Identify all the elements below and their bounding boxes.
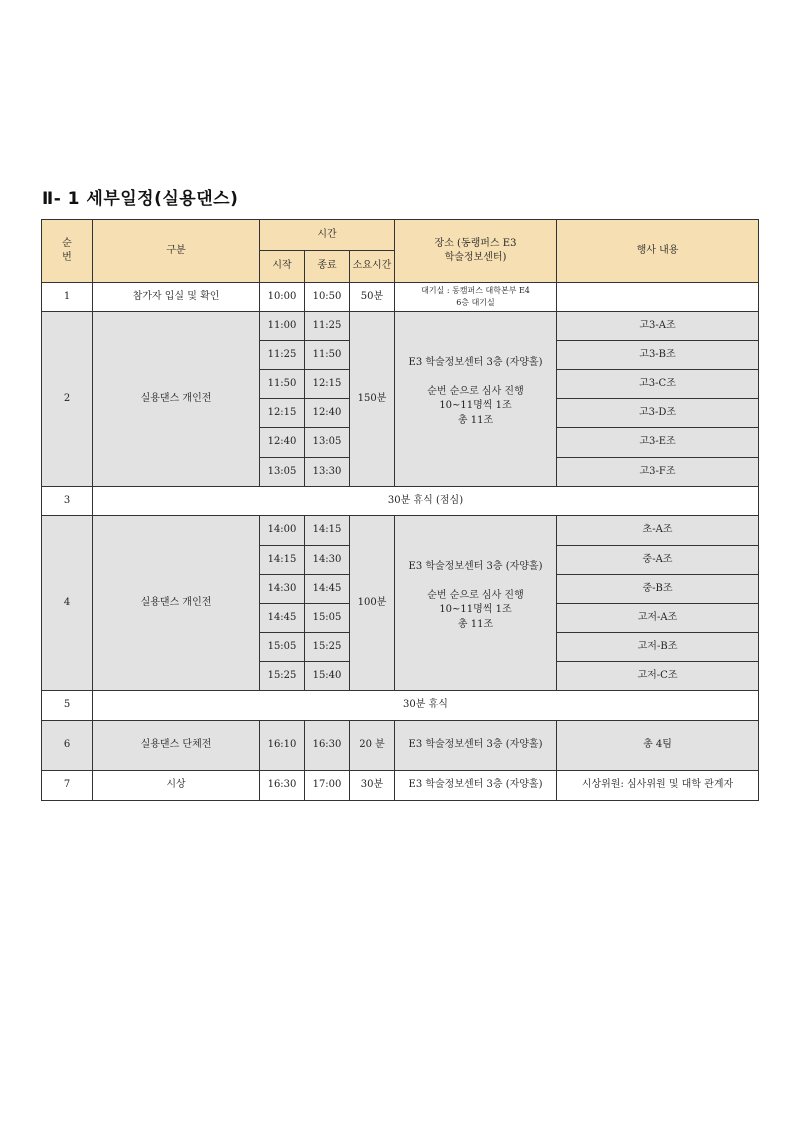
row-duration: 50분 bbox=[350, 283, 395, 312]
table-row bbox=[42, 721, 759, 771]
header-end: 종료 bbox=[305, 251, 350, 283]
row-start: 15:25 bbox=[260, 662, 305, 691]
row-end: 14:30 bbox=[305, 546, 350, 575]
row-category: 실용댄스 개인전 bbox=[93, 312, 260, 487]
header-content: 행사 내용 bbox=[557, 220, 759, 283]
page-title: Ⅱ- 1 세부일정(실용댄스) bbox=[42, 189, 239, 209]
row-end: 14:45 bbox=[305, 575, 350, 604]
row-no: 6 bbox=[42, 721, 93, 771]
row-location: E3 학술정보센터 3층 (자양홀) 순번 순으로 심사 진행 10~11명씩 1조 총 11조 bbox=[395, 312, 557, 487]
row-duration: 100분 bbox=[350, 516, 395, 691]
row-end: 13:05 bbox=[305, 428, 350, 458]
row-end: 11:50 bbox=[305, 341, 350, 370]
row-start: 14:45 bbox=[260, 604, 305, 633]
row-end: 12:40 bbox=[305, 399, 350, 428]
row-start: 16:30 bbox=[260, 771, 305, 801]
row-category: 참가자 입실 및 확인 bbox=[93, 283, 260, 312]
row-content: 고3-E조 bbox=[557, 428, 759, 458]
row-start: 14:15 bbox=[260, 546, 305, 575]
table-row bbox=[42, 771, 759, 801]
row-category: 실용댄스 단체전 bbox=[93, 721, 260, 771]
row-location: E3 학술정보센터 3층 (자양홀) bbox=[395, 721, 557, 771]
row-category: 실용댄스 개인전 bbox=[93, 516, 260, 691]
row-start: 12:40 bbox=[260, 428, 305, 458]
row-content: 고저-A조 bbox=[557, 604, 759, 633]
row-end: 11:25 bbox=[305, 312, 350, 341]
table-row bbox=[42, 691, 759, 721]
break-text: 30분 휴식 (점심) bbox=[93, 487, 759, 516]
table-row bbox=[42, 312, 759, 341]
row-content: 고3-A조 bbox=[557, 312, 759, 341]
header-location: 장소 (동랭퍼스 E3 학술정보센터) bbox=[395, 220, 557, 283]
row-start: 11:00 bbox=[260, 312, 305, 341]
row-end: 12:15 bbox=[305, 370, 350, 399]
row-end: 16:30 bbox=[305, 721, 350, 771]
row-content bbox=[557, 283, 759, 312]
schedule-table bbox=[41, 219, 759, 801]
row-start: 11:50 bbox=[260, 370, 305, 399]
row-start: 12:15 bbox=[260, 399, 305, 428]
row-location: E3 학술정보센터 3층 (자양홀) 순번 순으로 심사 진행 10~11명씩 1조 총 11조 bbox=[395, 516, 557, 691]
row-content: 고3-C조 bbox=[557, 370, 759, 399]
row-no: 4 bbox=[42, 516, 93, 691]
row-content: 중-A조 bbox=[557, 546, 759, 575]
row-duration: 150분 bbox=[350, 312, 395, 487]
row-end: 17:00 bbox=[305, 771, 350, 801]
row-content: 고3-D조 bbox=[557, 399, 759, 428]
header-start: 시작 bbox=[260, 251, 305, 283]
row-start: 16:10 bbox=[260, 721, 305, 771]
row-end: 15:40 bbox=[305, 662, 350, 691]
row-start: 14:00 bbox=[260, 516, 305, 546]
row-no: 3 bbox=[42, 487, 93, 516]
row-location: 대기실 : 동캠퍼스 대학본부 E4 6층 대기실 bbox=[395, 283, 557, 312]
row-end: 10:50 bbox=[305, 283, 350, 312]
table-row bbox=[42, 516, 759, 546]
table-row bbox=[42, 487, 759, 516]
row-end: 13:30 bbox=[305, 458, 350, 487]
row-end: 15:25 bbox=[305, 633, 350, 662]
row-category: 시상 bbox=[93, 771, 260, 801]
header-category: 구분 bbox=[93, 220, 260, 283]
row-end: 14:15 bbox=[305, 516, 350, 546]
row-duration: 20 분 bbox=[350, 721, 395, 771]
row-no: 7 bbox=[42, 771, 93, 801]
row-start: 13:05 bbox=[260, 458, 305, 487]
row-content: 초-A조 bbox=[557, 516, 759, 546]
row-end: 15:05 bbox=[305, 604, 350, 633]
header-no: 순 번 bbox=[42, 220, 93, 283]
break-text: 30분 휴식 bbox=[93, 691, 759, 721]
header-time: 시간 bbox=[260, 220, 395, 251]
row-content: 고저-C조 bbox=[557, 662, 759, 691]
row-content: 고3-B조 bbox=[557, 341, 759, 370]
row-content: 시상위원: 심사위원 및 대학 관계자 bbox=[557, 771, 759, 801]
row-location: E3 학술정보센터 3층 (자양홀) bbox=[395, 771, 557, 801]
row-start: 14:30 bbox=[260, 575, 305, 604]
table-row bbox=[42, 283, 759, 312]
row-content: 고3-F조 bbox=[557, 458, 759, 487]
row-content: 총 4팀 bbox=[557, 721, 759, 771]
row-no: 2 bbox=[42, 312, 93, 487]
row-start: 10:00 bbox=[260, 283, 305, 312]
row-no: 1 bbox=[42, 283, 93, 312]
row-duration: 30분 bbox=[350, 771, 395, 801]
row-start: 15:05 bbox=[260, 633, 305, 662]
header-duration: 소요시간 bbox=[350, 251, 395, 283]
row-no: 5 bbox=[42, 691, 93, 721]
row-content: 중-B조 bbox=[557, 575, 759, 604]
row-start: 11:25 bbox=[260, 341, 305, 370]
row-content: 고저-B조 bbox=[557, 633, 759, 662]
